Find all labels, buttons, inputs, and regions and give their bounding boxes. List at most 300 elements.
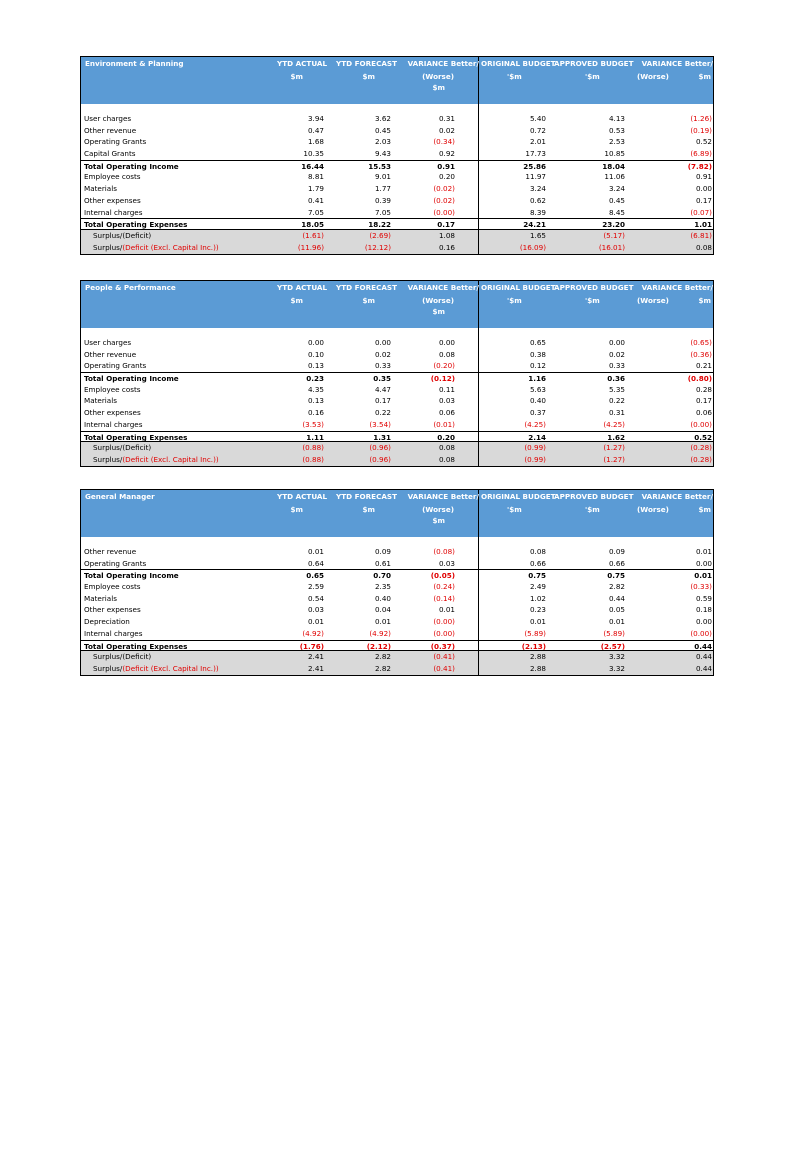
cell-value: 3.32 xyxy=(608,652,625,662)
cell-value: 2.01 xyxy=(529,137,546,147)
cell-value: 0.03 xyxy=(438,558,455,568)
cell-value: (0.65) xyxy=(690,338,712,347)
col-original-budget-unit: '$m xyxy=(507,72,522,81)
cell-value: 0.00 xyxy=(608,338,625,347)
cell-value: 0.02 xyxy=(438,125,455,135)
cell-value: 2.49 xyxy=(529,582,546,592)
table-row xyxy=(81,218,713,230)
cell-value: 0.08 xyxy=(438,349,455,359)
table-row xyxy=(81,628,713,640)
cell-value: (16.01) xyxy=(598,242,625,252)
table-row xyxy=(81,148,713,160)
table-row xyxy=(81,431,713,443)
cell-value: 0.20 xyxy=(437,432,455,442)
col-original-budget: ORIGINAL BUDGET xyxy=(481,59,556,68)
row-label-prefix: Surplus/ xyxy=(93,454,123,464)
cell-value: 0.52 xyxy=(694,432,712,442)
row-label: Materials xyxy=(84,396,117,406)
cell-value: (7.82) xyxy=(687,161,712,171)
cell-value: 2.82 xyxy=(374,652,391,662)
cell-value: (12.12) xyxy=(364,242,391,252)
cell-value: 0.06 xyxy=(438,408,455,418)
cell-value: 7.05 xyxy=(374,207,391,217)
row-label: Other expenses xyxy=(84,605,141,615)
col-variance-2: VARIANCE Better/ xyxy=(641,492,713,501)
cell-value: 0.31 xyxy=(608,408,625,418)
cell-value: (0.88) xyxy=(302,454,324,464)
col-ytd-actual-unit: $m xyxy=(290,505,303,514)
cell-value: 0.00 xyxy=(695,184,712,194)
cell-value: 18.05 xyxy=(301,220,324,230)
cell-value: 0.44 xyxy=(695,663,712,673)
cell-value: 0.01 xyxy=(694,571,712,581)
cell-value: 0.75 xyxy=(607,571,625,581)
cell-value: 0.91 xyxy=(437,161,455,171)
cell-value: 2.41 xyxy=(307,663,324,673)
cell-value: (11.96) xyxy=(297,242,324,252)
cell-value: 0.54 xyxy=(307,593,324,603)
cell-value: 0.92 xyxy=(438,149,455,159)
row-label: Surplus/(Deficit) xyxy=(93,230,152,240)
cell-value: 0.38 xyxy=(529,349,546,359)
cell-value: 18.04 xyxy=(602,161,625,171)
row-label: Employee costs xyxy=(84,582,141,592)
col-variance-2: VARIANCE Better/ xyxy=(641,283,713,292)
cell-value: (0.80) xyxy=(687,374,712,384)
table-header xyxy=(81,57,713,104)
row-label: Internal charges xyxy=(84,628,143,638)
table-row xyxy=(81,113,713,125)
table-row xyxy=(81,360,713,372)
col-original-budget-unit: '$m xyxy=(507,296,522,305)
cell-value: (5.89) xyxy=(524,628,546,638)
col-ytd-forecast: YTD FORECAST xyxy=(336,492,397,501)
col-approved-budget: APPROVED BUDGET xyxy=(554,283,634,292)
row-label: Other expenses xyxy=(84,195,141,205)
cell-value: 0.08 xyxy=(438,454,455,464)
cell-value: 1.77 xyxy=(374,184,391,194)
cell-value: 4.35 xyxy=(307,384,324,394)
cell-value: 0.01 xyxy=(374,617,391,627)
cell-value: (0.99) xyxy=(524,454,546,464)
cell-value: 3.62 xyxy=(374,114,391,123)
cell-value: 11.06 xyxy=(604,172,625,182)
cell-value: (1.26) xyxy=(690,114,712,123)
environment-planning-table xyxy=(80,56,714,255)
row-label: Total Operating Income xyxy=(84,571,179,581)
table-row xyxy=(81,640,713,652)
cell-value: 0.01 xyxy=(438,605,455,615)
cell-value: 0.23 xyxy=(529,605,546,615)
cell-value: 17.73 xyxy=(525,149,546,159)
section-title: Environment & Planning xyxy=(85,59,184,68)
cell-value: (1.76) xyxy=(299,641,324,651)
cell-value: 3.24 xyxy=(529,184,546,194)
cell-value: 25.86 xyxy=(523,161,546,171)
row-label: Materials xyxy=(84,593,117,603)
cell-value: (2.13) xyxy=(521,641,546,651)
table-header xyxy=(81,490,713,537)
cell-value: 2.41 xyxy=(307,652,324,662)
row-label: Depreciation xyxy=(84,617,130,627)
cell-value: 0.12 xyxy=(529,361,546,371)
row-label xyxy=(93,456,219,463)
cell-value: 24.21 xyxy=(523,220,546,230)
table-row xyxy=(81,604,713,616)
cell-value: (0.00) xyxy=(433,617,455,627)
cell-value: 4.47 xyxy=(374,384,391,394)
cell-value: 0.53 xyxy=(608,125,625,135)
cell-value: (1.27) xyxy=(603,454,625,464)
cell-value: 0.00 xyxy=(695,558,712,568)
col-ytd-forecast: YTD FORECAST xyxy=(336,59,397,68)
cell-value: 0.11 xyxy=(438,384,455,394)
cell-value: 2.82 xyxy=(374,663,391,673)
cell-value: (0.14) xyxy=(433,593,455,603)
cell-value: (0.07) xyxy=(690,207,712,217)
cell-value: 0.00 xyxy=(374,338,391,347)
row-label: Other expenses xyxy=(84,408,141,418)
cell-value: 0.17 xyxy=(695,396,712,406)
col-original-budget: ORIGINAL BUDGET xyxy=(481,492,556,501)
cell-value: (0.19) xyxy=(690,125,712,135)
people-performance-table xyxy=(80,280,714,467)
cell-value: (0.36) xyxy=(690,349,712,359)
row-label: Materials xyxy=(84,184,117,194)
table-row xyxy=(81,125,713,137)
cell-value: 0.04 xyxy=(374,605,391,615)
row-label: Operating Grants xyxy=(84,361,147,371)
col-approved-budget-unit: '$m xyxy=(585,72,600,81)
cell-value: (0.00) xyxy=(690,419,712,429)
cell-value: (0.20) xyxy=(433,361,455,371)
cell-value: 0.17 xyxy=(437,220,455,230)
table-header xyxy=(81,281,713,328)
cell-value: 0.00 xyxy=(695,617,712,627)
cell-value: (0.02) xyxy=(433,195,455,205)
cell-value: 0.01 xyxy=(529,617,546,627)
cell-value: 8.39 xyxy=(529,207,546,217)
cell-value: 1.16 xyxy=(528,374,546,384)
table-row xyxy=(81,616,713,628)
cell-value: (6.81) xyxy=(690,230,712,240)
cell-value: 0.21 xyxy=(695,361,712,371)
col-variance-worse: (Worse) xyxy=(422,72,454,81)
table-row xyxy=(81,419,713,431)
cell-value: 0.02 xyxy=(608,349,625,359)
cell-value: (0.02) xyxy=(433,184,455,194)
cell-value: 8.45 xyxy=(608,207,625,217)
col-variance-unit: $m xyxy=(432,83,445,92)
row-label: User charges xyxy=(84,114,132,123)
section-title: General Manager xyxy=(85,492,155,501)
cell-value: 0.41 xyxy=(307,195,324,205)
cell-value: 0.09 xyxy=(374,547,391,556)
cell-value: (4.92) xyxy=(302,628,324,638)
cell-value: 0.18 xyxy=(695,605,712,615)
col-variance-2-worse: (Worse) xyxy=(637,72,669,81)
cell-value: 0.01 xyxy=(695,547,712,556)
cell-value: 0.01 xyxy=(307,617,324,627)
table-row xyxy=(81,384,713,396)
cell-value: 0.66 xyxy=(608,558,625,568)
col-ytd-forecast-unit: $m xyxy=(362,505,375,514)
row-label: Employee costs xyxy=(84,384,141,394)
row-label: Other revenue xyxy=(84,349,137,359)
table-row xyxy=(81,663,713,675)
cell-value: (0.00) xyxy=(433,207,455,217)
cell-value: 0.33 xyxy=(374,361,391,371)
col-ytd-forecast-unit: $m xyxy=(362,296,375,305)
cell-value: 1.11 xyxy=(306,432,324,442)
cell-value: (3.54) xyxy=(369,419,391,429)
col-original-budget: ORIGINAL BUDGET xyxy=(481,283,556,292)
col-ytd-actual: YTD ACTUAL xyxy=(277,59,328,68)
cell-value: 0.72 xyxy=(529,125,546,135)
cell-value: 0.45 xyxy=(374,125,391,135)
cell-value: 5.40 xyxy=(529,114,546,123)
cell-value: (2.69) xyxy=(369,230,391,240)
cell-value: 18.22 xyxy=(368,220,391,230)
cell-value: (5.17) xyxy=(603,230,625,240)
col-approved-budget-unit: '$m xyxy=(585,505,600,514)
row-label: Employee costs xyxy=(84,172,141,182)
col-variance: VARIANCE Better/ xyxy=(407,283,479,292)
col-variance-2-unit: $m xyxy=(698,296,711,305)
cell-value: (0.41) xyxy=(433,663,455,673)
cell-value: 2.35 xyxy=(374,582,391,592)
cell-value: 0.17 xyxy=(695,195,712,205)
row-label: Operating Grants xyxy=(84,558,147,568)
cell-value: 0.47 xyxy=(307,125,324,135)
table-row xyxy=(81,207,713,219)
col-ytd-forecast-unit: $m xyxy=(362,72,375,81)
cell-value: 0.33 xyxy=(608,361,625,371)
cell-value: 0.39 xyxy=(374,195,391,205)
row-label: Capital Grants xyxy=(84,149,136,159)
cell-value: 2.82 xyxy=(608,582,625,592)
table-row xyxy=(81,651,713,663)
cell-value: 1.62 xyxy=(607,432,625,442)
cell-value: 2.88 xyxy=(529,663,546,673)
table-row xyxy=(81,183,713,195)
row-label-suffix: (Deficit (Excl. Capital Inc.)) xyxy=(122,242,219,252)
col-approved-budget: APPROVED BUDGET xyxy=(554,59,634,68)
cell-value: (5.89) xyxy=(603,628,625,638)
cell-value: 0.09 xyxy=(608,547,625,556)
col-original-budget-unit: '$m xyxy=(507,505,522,514)
cell-value: 3.24 xyxy=(608,184,625,194)
cell-value: 16.44 xyxy=(301,161,324,171)
table-row xyxy=(81,395,713,407)
row-label: Total Operating Expenses xyxy=(84,432,188,442)
cell-value: 0.31 xyxy=(438,114,455,123)
row-label: Other revenue xyxy=(84,125,137,135)
row-label-suffix: (Deficit (Excl. Capital Inc.)) xyxy=(122,663,219,673)
col-variance-worse: (Worse) xyxy=(422,505,454,514)
cell-value: (4.25) xyxy=(603,419,625,429)
cell-value: 0.35 xyxy=(373,374,391,384)
cell-value: 0.05 xyxy=(608,605,625,615)
cell-value: (4.25) xyxy=(524,419,546,429)
table-row xyxy=(81,242,713,254)
row-label: Total Operating Income xyxy=(84,161,179,171)
cell-value: 0.44 xyxy=(695,652,712,662)
col-variance: VARIANCE Better/ xyxy=(407,59,479,68)
cell-value: 0.59 xyxy=(695,593,712,603)
cell-value: 0.08 xyxy=(438,443,455,453)
col-variance-2-worse: (Worse) xyxy=(637,505,669,514)
col-variance-2-worse: (Worse) xyxy=(637,296,669,305)
cell-value: 0.45 xyxy=(608,195,625,205)
col-ytd-actual: YTD ACTUAL xyxy=(277,283,328,292)
cell-value: 0.22 xyxy=(608,396,625,406)
cell-value: 0.01 xyxy=(608,617,625,627)
cell-value: 0.65 xyxy=(306,571,324,581)
cell-value: 2.03 xyxy=(374,137,391,147)
table-row xyxy=(81,569,713,581)
row-label: Total Operating Income xyxy=(84,374,179,384)
cell-value: 0.36 xyxy=(607,374,625,384)
table-row xyxy=(81,372,713,384)
col-ytd-actual: YTD ACTUAL xyxy=(277,492,328,501)
cell-value: 11.97 xyxy=(525,172,546,182)
cell-value: 0.10 xyxy=(307,349,324,359)
table-row xyxy=(81,546,713,558)
cell-value: (0.01) xyxy=(433,419,455,429)
cell-value: (0.12) xyxy=(430,374,455,384)
cell-value: (0.37) xyxy=(430,641,455,651)
table-row xyxy=(81,454,713,466)
row-label xyxy=(93,665,219,672)
row-label: Operating Grants xyxy=(84,137,147,147)
col-variance: VARIANCE Better/ xyxy=(407,492,479,501)
section-title: People & Performance xyxy=(85,283,176,292)
cell-value: 5.35 xyxy=(608,384,625,394)
cell-value: (4.92) xyxy=(369,628,391,638)
cell-value: 1.08 xyxy=(438,230,455,240)
table-row xyxy=(81,407,713,419)
cell-value: (3.53) xyxy=(302,419,324,429)
cell-value: 0.13 xyxy=(307,396,324,406)
table-row xyxy=(81,558,713,570)
col-variance-worse: (Worse) xyxy=(422,296,454,305)
row-label-suffix: (Deficit (Excl. Capital Inc.)) xyxy=(122,454,219,464)
row-label xyxy=(93,244,219,251)
cell-value: 2.53 xyxy=(608,137,625,147)
cell-value: (0.96) xyxy=(369,454,391,464)
cell-value: 0.03 xyxy=(438,396,455,406)
cell-value: (2.12) xyxy=(366,641,391,651)
row-label: User charges xyxy=(84,338,132,347)
cell-value: 0.00 xyxy=(438,338,455,347)
cell-value: 5.63 xyxy=(529,384,546,394)
cell-value: 2.88 xyxy=(529,652,546,662)
cell-value: (1.27) xyxy=(603,443,625,453)
cell-value: 0.22 xyxy=(374,408,391,418)
cell-value: 10.35 xyxy=(303,149,324,159)
table-row xyxy=(81,581,713,593)
table-row xyxy=(81,171,713,183)
general-manager-table xyxy=(80,489,714,676)
cell-value: 0.08 xyxy=(695,242,712,252)
cell-value: 7.05 xyxy=(307,207,324,217)
table-row xyxy=(81,230,713,242)
cell-value: (0.05) xyxy=(430,571,455,581)
col-ytd-actual-unit: $m xyxy=(290,72,303,81)
cell-value: (0.34) xyxy=(433,137,455,147)
cell-value: 3.32 xyxy=(608,663,625,673)
cell-value: (6.89) xyxy=(690,149,712,159)
cell-value: 0.52 xyxy=(695,137,712,147)
cell-value: 1.02 xyxy=(529,593,546,603)
table-row xyxy=(81,337,713,349)
cell-value: 9.01 xyxy=(374,172,391,182)
cell-value: 23.20 xyxy=(602,220,625,230)
cell-value: 0.66 xyxy=(529,558,546,568)
cell-value: 0.16 xyxy=(438,242,455,252)
cell-value: 0.16 xyxy=(307,408,324,418)
col-ytd-forecast: YTD FORECAST xyxy=(336,283,397,292)
cell-value: 0.44 xyxy=(608,593,625,603)
cell-value: 0.02 xyxy=(374,349,391,359)
cell-value: (0.41) xyxy=(433,652,455,662)
cell-value: 1.01 xyxy=(694,220,712,230)
cell-value: (0.08) xyxy=(433,547,455,556)
cell-value: 0.40 xyxy=(529,396,546,406)
cell-value: 2.59 xyxy=(307,582,324,592)
row-label: Internal charges xyxy=(84,207,143,217)
cell-value: 0.37 xyxy=(529,408,546,418)
table-row xyxy=(81,349,713,361)
cell-value: 0.62 xyxy=(529,195,546,205)
cell-value: 0.00 xyxy=(307,338,324,347)
row-label: Internal charges xyxy=(84,419,143,429)
cell-value: 0.17 xyxy=(374,396,391,406)
row-label-prefix: Surplus/ xyxy=(93,242,123,252)
cell-value: 9.43 xyxy=(374,149,391,159)
cell-value: 1.31 xyxy=(373,432,391,442)
col-variance-unit: $m xyxy=(432,516,445,525)
cell-value: 0.91 xyxy=(695,172,712,182)
cell-value: 3.94 xyxy=(307,114,324,123)
col-ytd-actual-unit: $m xyxy=(290,296,303,305)
cell-value: 0.01 xyxy=(307,547,324,556)
cell-value: (0.33) xyxy=(690,582,712,592)
cell-value: (0.96) xyxy=(369,443,391,453)
cell-value: 0.75 xyxy=(528,571,546,581)
cell-value: (0.88) xyxy=(302,443,324,453)
cell-value: 4.13 xyxy=(608,114,625,123)
col-variance-unit: $m xyxy=(432,307,445,316)
row-label: Total Operating Expenses xyxy=(84,220,188,230)
table-row xyxy=(81,136,713,148)
cell-value: (0.99) xyxy=(524,443,546,453)
cell-value: (1.61) xyxy=(302,230,324,240)
cell-value: 0.13 xyxy=(307,361,324,371)
cell-value: 0.08 xyxy=(529,547,546,556)
row-label: Total Operating Expenses xyxy=(84,641,188,651)
cell-value: 10.85 xyxy=(604,149,625,159)
col-approved-budget-unit: '$m xyxy=(585,296,600,305)
col-variance-2: VARIANCE Better/ xyxy=(641,59,713,68)
table-row xyxy=(81,442,713,454)
cell-value: (0.24) xyxy=(433,582,455,592)
table-row xyxy=(81,195,713,207)
cell-value: 0.64 xyxy=(307,558,324,568)
cell-value: 0.44 xyxy=(694,641,712,651)
cell-value: 8.81 xyxy=(307,172,324,182)
